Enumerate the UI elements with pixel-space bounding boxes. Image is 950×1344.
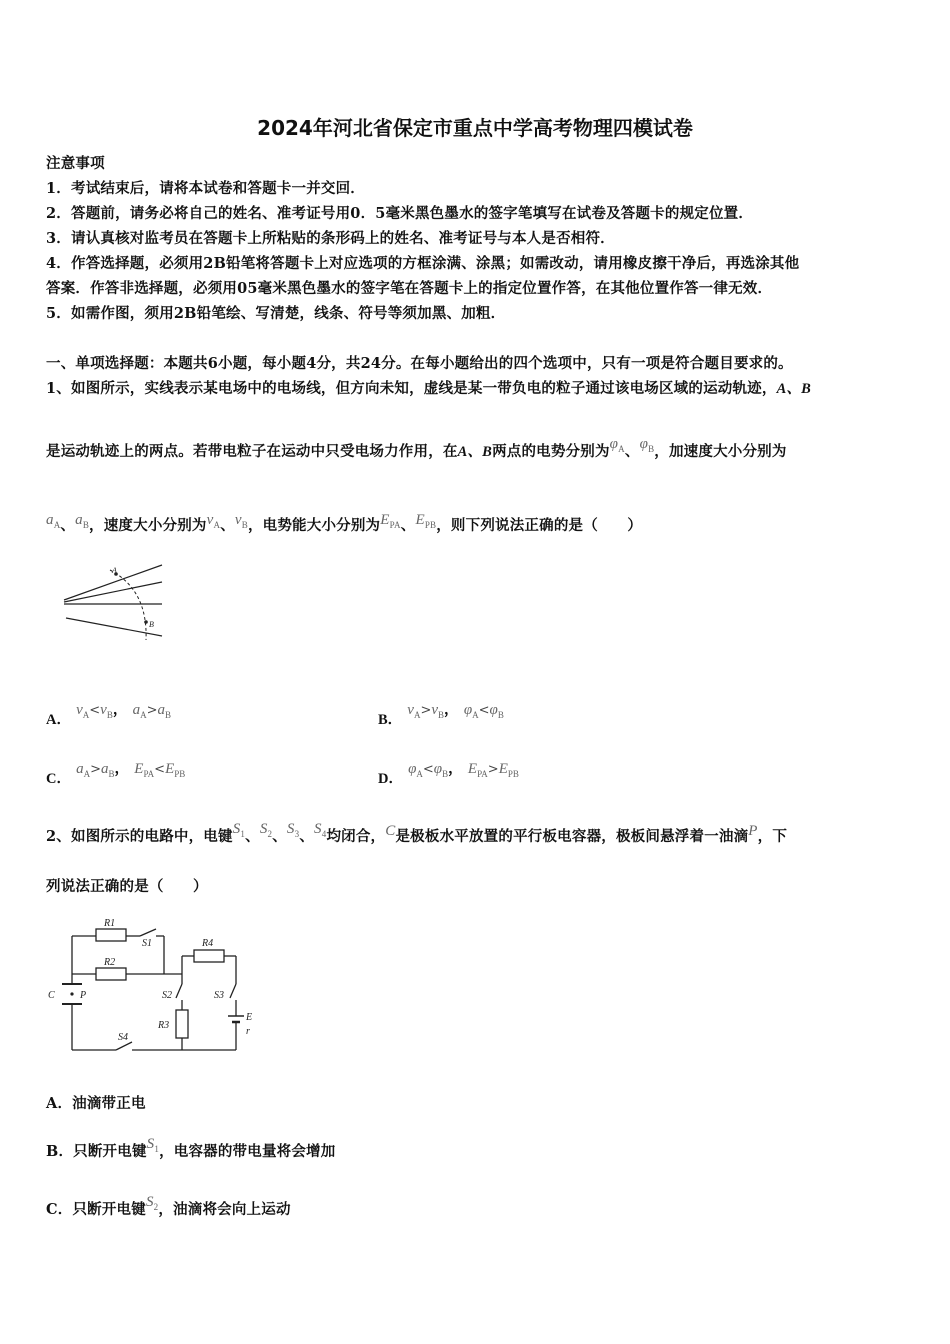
svg-text:R4: R4 bbox=[202, 938, 214, 949]
s1-symbol: $S_1$ bbox=[232, 821, 246, 839]
svg-text:S4: S4 bbox=[118, 1032, 128, 1043]
s3-symbol: $S_3$ bbox=[286, 821, 300, 839]
s2-symbol: $S_2$ bbox=[145, 1194, 159, 1212]
p-symbol: P bbox=[748, 823, 758, 839]
v-b-symbol: $v_B$ bbox=[234, 512, 248, 530]
q1-points-ab: A、B bbox=[457, 444, 493, 460]
q1-text: ，加速度大小分别为 bbox=[654, 443, 787, 460]
point-b bbox=[144, 620, 148, 624]
q1-option-d[interactable]: D． $\varphi_A<\varphi_B$， $E_{PA}>E_{PB}$ bbox=[378, 760, 519, 787]
q2-option-c[interactable]: C．只断开电键$S_2$，油滴将会向上运动 bbox=[46, 1194, 291, 1218]
a-a-symbol: $a_A$ bbox=[76, 761, 91, 779]
svg-text:R1: R1 bbox=[104, 918, 116, 929]
ep-b-symbol: $E_{PB}$ bbox=[415, 512, 437, 530]
svg-text:S2: S2 bbox=[162, 990, 172, 1001]
svg-text:C: C bbox=[48, 990, 55, 1001]
ep-b-symbol: $E_{PB}$ bbox=[165, 761, 186, 779]
notice-item: 1．考试结束后，请将本试卷和答题卡一并交回． bbox=[46, 180, 365, 197]
svg-text:r: r bbox=[246, 1026, 250, 1037]
a-b-symbol: $a_B$ bbox=[157, 702, 172, 720]
switch-s1 bbox=[140, 929, 156, 936]
resistor-r2 bbox=[96, 968, 126, 980]
ep-a-symbol: $E_{PA}$ bbox=[380, 512, 401, 530]
switch-s4 bbox=[116, 1042, 132, 1050]
notice-item: 答案．作答非选择题，必须用05毫米黑色墨水的签字笔在答题卡上的指定位置作答，在其他位置作答一律无效． bbox=[46, 280, 773, 297]
q1-line1 bbox=[46, 377, 811, 398]
a-a-symbol: $a_A$ bbox=[46, 512, 61, 530]
q1-option-c[interactable]: C． $a_A>a_B$， $E_{PA}<E_{PB}$ bbox=[46, 760, 186, 787]
q1-text: 是运动轨迹上的两点。若带电粒子在运动中只受电场力作用，在 bbox=[46, 443, 458, 460]
q2-option-a[interactable]: A．油滴带正电 bbox=[46, 1095, 146, 1112]
c-symbol: C bbox=[385, 823, 396, 839]
q1-text: 1、如图所示，实线表示某电场中的电场线，但方向未知，虚线是某一带负电的粒子通过该电场区域的运动轨迹， bbox=[46, 380, 777, 397]
point-a-label: A bbox=[112, 566, 117, 575]
q1-text: 两点的电势分别为 bbox=[492, 443, 610, 460]
notice-item: 5．如需作图，须用2B铅笔绘、写清楚，线条、符号等须加黑、加粗． bbox=[46, 305, 506, 322]
svg-text:S1: S1 bbox=[142, 938, 152, 949]
q1-option-a[interactable]: A． $v_A<v_B$， $a_A>a_B$ bbox=[46, 701, 172, 728]
point-b-label: B bbox=[149, 620, 154, 629]
s2-symbol: $S_2$ bbox=[259, 821, 273, 839]
notice-item: 3．请认真核对监考员在答题卡上所粘贴的条形码上的姓名、准考证号与本人是否相符． bbox=[46, 230, 615, 247]
ep-b-symbol: $E_{PB}$ bbox=[498, 761, 519, 779]
svg-text:E: E bbox=[246, 1012, 253, 1023]
notice-item: 2．答题前，请务必将自己的姓名、准考证号用0．5毫米黑色墨水的签字笔填写在试卷及答题卡的规定位置． bbox=[46, 205, 754, 222]
phi-a-symbol: $\varphi_A$ bbox=[609, 436, 625, 454]
q1-option-b[interactable]: B． $v_A>v_B$， $\varphi_A<\varphi_B$ bbox=[378, 701, 504, 728]
resistor-r3 bbox=[176, 1010, 188, 1038]
phi-a-symbol: $\varphi_A$ bbox=[408, 761, 423, 779]
phi-b-symbol: $\varphi_B$ bbox=[433, 761, 449, 779]
q2-line1: 2、如图所示的电路中，电键$S_1$、$S_2$、$S_3$、$S_4$均闭合，C是极板水平放置的平行板电容器，极板间悬浮着一油滴P，下 bbox=[46, 821, 788, 845]
v-a-symbol: $v_A$ bbox=[76, 702, 90, 720]
section-heading: 一、单项选择题：本题共6小题，每小题4分，共24分。在每小题给出的四个选项中，只有一项是符合题目要求的。 bbox=[46, 355, 793, 372]
switch-s2 bbox=[176, 984, 182, 998]
s1-symbol: $S_1$ bbox=[146, 1136, 160, 1154]
ep-a-symbol: $E_{PA}$ bbox=[467, 761, 488, 779]
q1-line3: $a_A$、$a_B$，速度大小分别为$v_A$、$v_B$，电势能大小分别为$E_{PA}$、$E_{PB}$，则下列说法正确的是（ ） bbox=[46, 512, 643, 534]
s4-symbol: $S_4$ bbox=[314, 821, 327, 839]
phi-b-symbol: $\varphi_B$ bbox=[639, 436, 655, 454]
svg-text:R3: R3 bbox=[158, 1020, 170, 1031]
notice-item: 4．作答选择题，必须用2B铅笔将答题卡上对应选项的方框涂满、涂黑；如需改动，请用橡皮擦干净后，再选涂其他 bbox=[46, 255, 800, 272]
oil-drop bbox=[70, 992, 73, 995]
field-line bbox=[66, 618, 162, 636]
v-b-symbol: $v_B$ bbox=[431, 702, 445, 720]
svg-text:R2: R2 bbox=[104, 957, 116, 968]
a-b-symbol: $a_B$ bbox=[100, 761, 115, 779]
resistor-r4 bbox=[194, 950, 224, 962]
notice-heading: 注意事项 bbox=[46, 155, 105, 172]
v-b-symbol: $v_B$ bbox=[100, 702, 113, 720]
a-a-symbol: $a_A$ bbox=[132, 702, 147, 720]
svg-text:S3: S3 bbox=[214, 990, 224, 1001]
q1-line2 bbox=[46, 436, 787, 462]
ep-a-symbol: $E_{PA}$ bbox=[134, 761, 155, 779]
switch-s3 bbox=[230, 984, 236, 998]
q2-line2: 列说法正确的是（ ） bbox=[46, 878, 208, 895]
v-a-symbol: $v_A$ bbox=[206, 512, 221, 530]
phi-b-symbol: $\varphi_B$ bbox=[489, 702, 504, 720]
q1-text: 、 bbox=[624, 443, 640, 460]
resistor-r1 bbox=[96, 929, 126, 941]
phi-a-symbol: $\varphi_A$ bbox=[463, 702, 479, 720]
q1-points-ab: A、B bbox=[776, 381, 812, 397]
svg-text:P: P bbox=[80, 990, 87, 1001]
circuit-figure bbox=[44, 912, 264, 1057]
page-title: 2024年河北省保定市重点中学高考物理四模试卷 bbox=[257, 116, 693, 140]
v-a-symbol: $v_A$ bbox=[407, 702, 421, 720]
a-b-symbol: $a_B$ bbox=[75, 512, 90, 530]
field-lines-figure bbox=[60, 560, 170, 642]
field-line bbox=[64, 582, 162, 602]
q2-option-b[interactable]: B．只断开电键$S_1$，电容器的带电量将会增加 bbox=[46, 1136, 336, 1160]
